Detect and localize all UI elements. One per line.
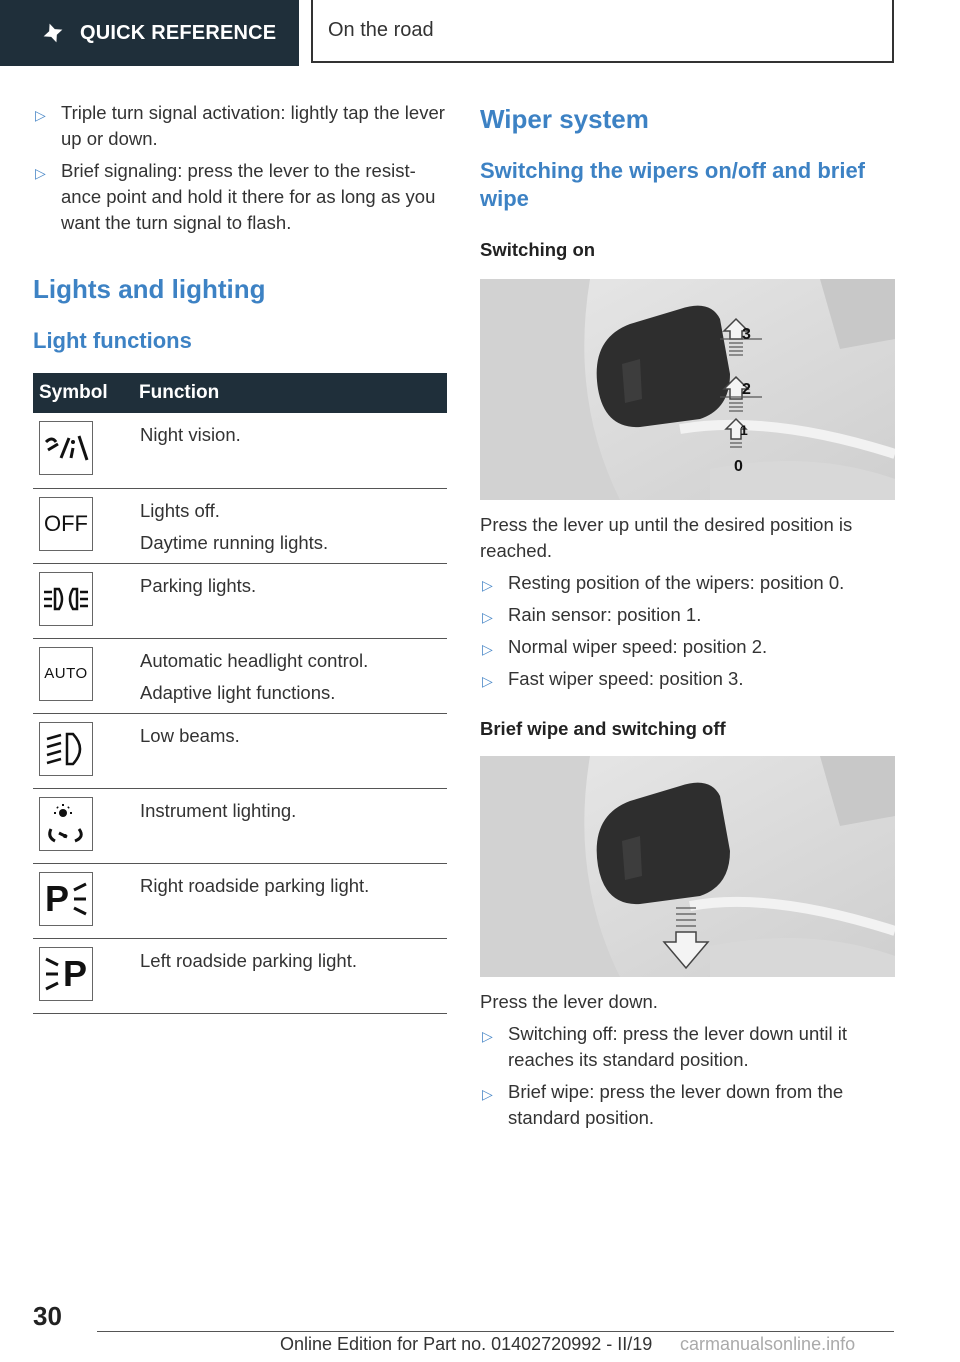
list-item: ▷ Rain sensor: position 1. xyxy=(482,604,702,625)
column-header-symbol: Symbol xyxy=(33,373,133,413)
quick-reference-icon xyxy=(40,20,66,46)
table-row: Low beams. xyxy=(33,713,447,788)
list-item: ▷ Switching off: press the lever down until it reaches its standard position. xyxy=(482,1023,847,1070)
subsection-heading: Light functions xyxy=(33,328,192,353)
right-column xyxy=(480,100,895,1137)
section-tab[interactable] xyxy=(0,0,299,66)
table-row: AUTO Automatic headlight control. Adaptive light functions. xyxy=(33,638,447,713)
chapter-title: On the road xyxy=(328,19,434,41)
light-functions-table xyxy=(33,373,447,1014)
parking-lights-icon xyxy=(39,572,93,626)
chapter-header xyxy=(311,0,894,63)
left-parking-light-icon: P xyxy=(39,947,93,1001)
page-number: 30 xyxy=(33,1301,62,1331)
table-row: OFF Lights off. Daytime running lights. xyxy=(33,488,447,563)
wiper-lever-up-photo xyxy=(480,279,895,500)
position-label-1: 1 xyxy=(740,422,748,438)
sub-heading-brief-wipe: Brief wipe and switching off xyxy=(480,718,726,739)
list-item: ▷ Brief wipe: press the lever down from the standard position. xyxy=(482,1081,844,1128)
section-tab-label: QUICK REFERENCE xyxy=(80,21,277,44)
section-heading: Lights and lighting xyxy=(33,274,266,304)
list-item: ▷ Brief signaling: press the lever to the resist-ance point and hold it there for as long as you want the turn signal to flash. xyxy=(35,160,436,233)
list-item: ▷ Triple turn signal activation: lightly tap the lever up or down. xyxy=(35,102,445,149)
list-item: ▷ Fast wiper speed: position 3. xyxy=(482,668,744,689)
left-column xyxy=(33,100,447,1014)
subsection-heading: Switching the wipers on/off and brief wipe xyxy=(480,158,866,211)
position-label-2: 2 xyxy=(742,381,751,398)
edition-text: Online Edition for Part no. 01402720992 - II/19 xyxy=(280,1334,653,1354)
footer-divider xyxy=(97,1331,894,1332)
sub-heading-switching-on: Switching on xyxy=(480,239,596,260)
night-vision-icon xyxy=(39,421,93,475)
list-item: ▷ Resting position of the wipers: position 0. xyxy=(482,572,845,593)
right-parking-light-icon: P xyxy=(39,872,93,926)
column-header-function: Function xyxy=(133,373,447,413)
section-heading: Wiper system xyxy=(480,104,649,134)
paragraph: Press the lever up until the desired position is reached. xyxy=(480,514,853,561)
paragraph: Press the lever down. xyxy=(480,991,658,1012)
table-row: Parking lights. xyxy=(33,563,447,638)
instrument-lighting-icon xyxy=(39,797,93,851)
watermark: carmanualsonline.info xyxy=(680,1334,856,1354)
table-row: P Left roadside parking light. xyxy=(33,938,447,1013)
auto-icon: AUTO xyxy=(39,647,93,701)
wiper-lever-down-photo xyxy=(480,756,895,977)
table-row: Instrument lighting. xyxy=(33,788,447,863)
list-item: ▷ Normal wiper speed: position 2. xyxy=(482,636,768,657)
position-label-0: 0 xyxy=(734,458,743,475)
table-row: P Right roadside parking light. xyxy=(33,863,447,938)
off-icon: OFF xyxy=(39,497,93,551)
position-label-3: 3 xyxy=(742,326,751,343)
low-beams-icon xyxy=(39,722,93,776)
table-row: Night vision. xyxy=(33,413,447,488)
